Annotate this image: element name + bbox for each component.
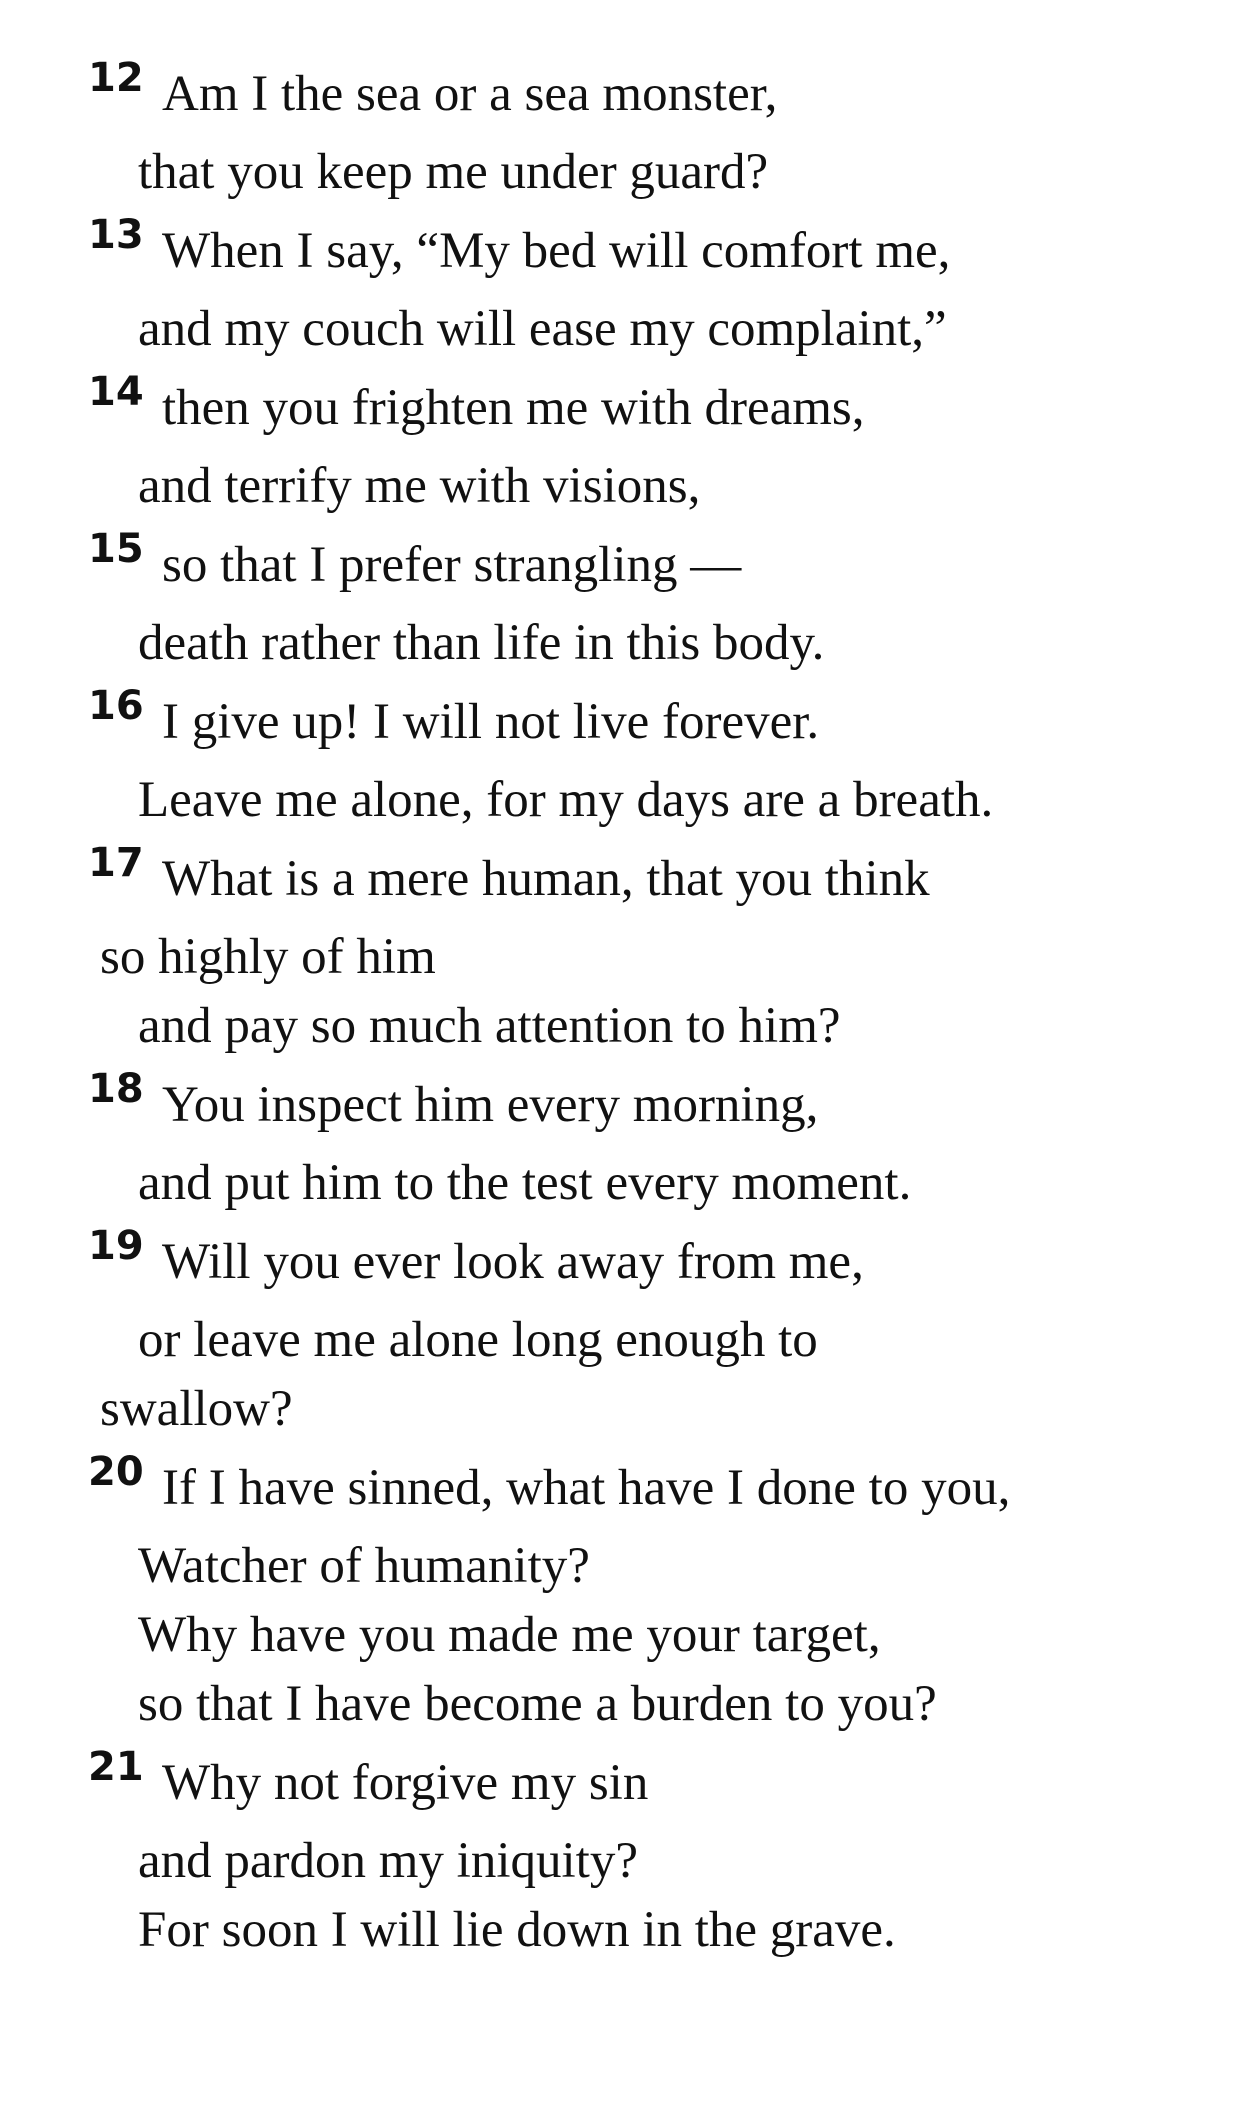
verse-number: 17 [88, 840, 144, 886]
verse-12 [88, 50, 1202, 207]
verse-line: or leave me alone long enough to [138, 1312, 818, 1368]
verse-20 [88, 1444, 1202, 1739]
verse-line: so that I have become a burden to you? [138, 1676, 937, 1732]
verse-14 [88, 364, 1202, 521]
verse-line: Will you ever look away from me, [162, 1234, 864, 1290]
verse-16 [88, 678, 1202, 835]
verse-line: When I say, “My bed will comfort me, [162, 223, 951, 279]
verse-line: then you frighten me with dreams, [162, 380, 865, 436]
verse-line: and pay so much attention to him? [138, 998, 841, 1054]
verse-line: and put him to the test every moment. [138, 1155, 912, 1211]
verse-19 [88, 1218, 1202, 1444]
verse-number: 16 [88, 683, 144, 729]
verse-line: death rather than life in this body. [138, 615, 825, 671]
verse-18 [88, 1061, 1202, 1218]
verse-line: so that I prefer strangling — [162, 537, 742, 593]
verse-number: 20 [88, 1449, 144, 1495]
verse-line: so highly of him [100, 929, 436, 985]
verse-line: swallow? [100, 1381, 293, 1437]
verse-line: I give up! I will not live forever. [162, 694, 820, 750]
verse-line: What is a mere human, that you think [162, 851, 930, 907]
verse-number: 14 [88, 369, 144, 415]
verse-17 [88, 835, 1202, 1061]
verse-line: Leave me alone, for my days are a breath. [138, 772, 994, 828]
verse-line: For soon I will lie down in the grave. [138, 1902, 896, 1958]
verse-number: 21 [88, 1744, 144, 1790]
verse-number: 19 [88, 1223, 144, 1269]
verse-number: 13 [88, 212, 144, 258]
verse-line: If I have sinned, what have I done to you, [162, 1460, 1011, 1516]
verse-line: You inspect him every morning, [162, 1077, 819, 1133]
verse-number: 12 [88, 55, 144, 101]
verse-number: 15 [88, 526, 144, 572]
verse-21 [88, 1739, 1202, 1965]
verse-line: and pardon my iniquity? [138, 1833, 638, 1889]
verse-15 [88, 521, 1202, 678]
verse-line: Why have you made me your target, [138, 1607, 881, 1663]
verse-line: that you keep me under guard? [138, 144, 769, 200]
verse-13 [88, 207, 1202, 364]
verse-line: Watcher of humanity? [138, 1538, 590, 1594]
verse-line: Why not forgive my sin [162, 1755, 649, 1811]
verse-line: and my couch will ease my complaint,” [138, 301, 947, 357]
verse-line: and terrify me with visions, [138, 458, 701, 514]
verse-number: 18 [88, 1066, 144, 1112]
verse-line: Am I the sea or a sea monster, [162, 66, 778, 122]
